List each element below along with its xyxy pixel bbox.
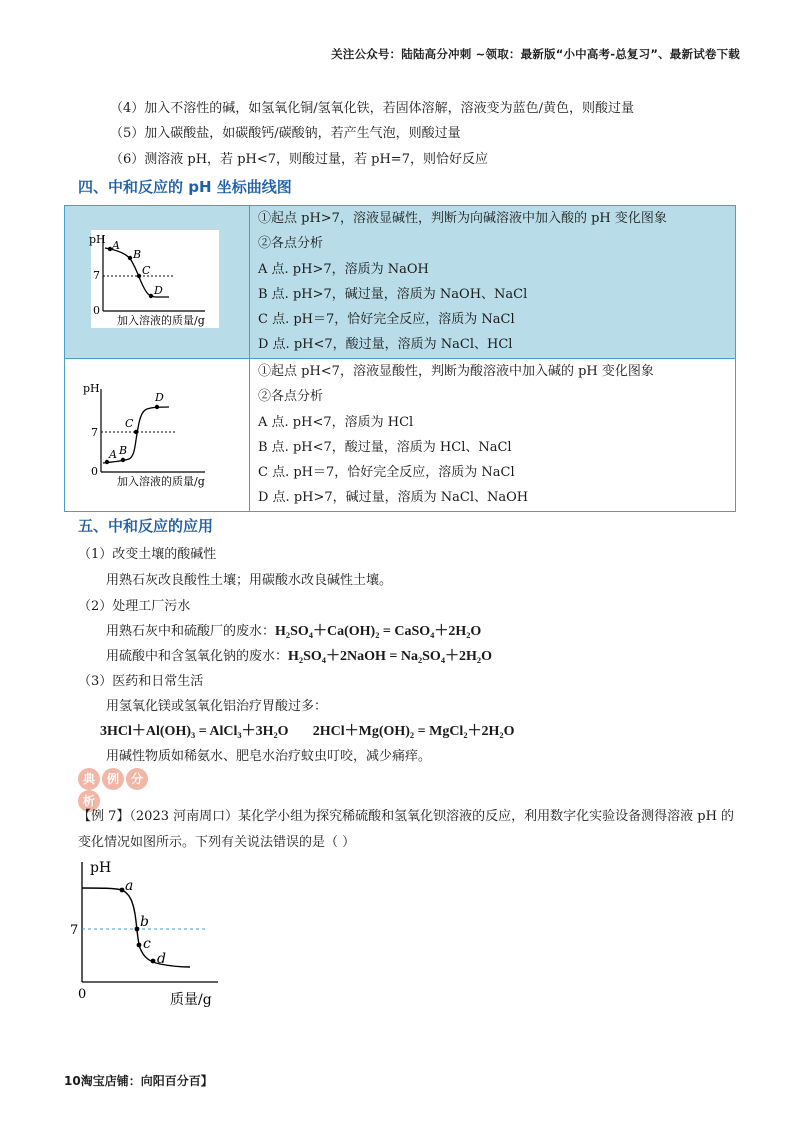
zero-tick: 0 bbox=[78, 987, 87, 1002]
item1-text: 用熟石灰改良酸性土壤；用碳酸水改良碱性土壤。 bbox=[106, 573, 393, 588]
y-axis-label: pH bbox=[89, 233, 106, 246]
badge-char: 分 bbox=[126, 768, 148, 790]
section4-title: 四、中和反应的 pH 坐标曲线图 bbox=[78, 178, 292, 196]
analysis-cell bbox=[250, 206, 736, 359]
section5-title: 五、中和反应的应用 bbox=[78, 517, 214, 535]
equation: H₂SO₄＋2NaOH = Na₂SO₄＋2H₂O bbox=[288, 649, 492, 664]
page-header: 关注公众号：陆陆高分冲刺 ~领取：最新版“小中高考-总复习”、最新试卷下载 bbox=[331, 47, 740, 61]
item2-line1 bbox=[106, 620, 481, 640]
item3-title: （3）医药和日常生活 bbox=[78, 674, 204, 689]
point-d bbox=[151, 959, 156, 964]
analysis-line: ②各点分析 bbox=[258, 389, 324, 405]
badge-char: 例 bbox=[102, 768, 124, 790]
analysis-line: B 点. pH<7，酸过量，溶质为 HCl、NaCl bbox=[258, 439, 512, 455]
analysis-line: D 点. pH>7，碱过量，溶质为 NaCl、NaOH bbox=[258, 490, 529, 506]
label-d: D bbox=[155, 391, 164, 404]
example-question: 【例 7】（2023 河南周口）某化学小组为探究稀硫酸和氢氧化钡溶液的反应，利用数字化实验设备测得溶液 pH 的变化情况如图所示。下列有关说法错误的是（ ） bbox=[78, 809, 735, 850]
item1-title: （1）改变土壤的酸碱性 bbox=[78, 547, 217, 562]
label-a: A bbox=[109, 448, 117, 461]
analysis-cell bbox=[250, 359, 736, 512]
label-d: D bbox=[154, 284, 163, 297]
equation: 2HCl＋Mg(OH)₂ = MgCl₂＋2H₂O bbox=[312, 724, 515, 739]
analysis-line: C 点. pH＝7，恰好完全反应，溶质为 NaCl bbox=[258, 312, 515, 328]
label-b: B bbox=[119, 444, 128, 457]
acid-to-base-graph bbox=[65, 359, 249, 511]
badge-char: 析 bbox=[78, 790, 100, 812]
label-b: b bbox=[140, 914, 149, 930]
base-to-acid-graph bbox=[65, 206, 249, 358]
point-b bbox=[128, 256, 132, 260]
zero-tick: 0 bbox=[91, 465, 98, 478]
analysis-line: C 点. pH＝7，恰好完全反应，溶质为 NaCl bbox=[258, 465, 515, 481]
seven-tick: 7 bbox=[91, 426, 98, 439]
equation: H₂SO₄＋Ca(OH)₂ = CaSO₄＋2H₂O bbox=[275, 624, 482, 639]
analysis-line: ①起点 pH<7，溶液显酸性，判断为酸溶液中加入碱的 pH 变化图象 bbox=[258, 364, 654, 379]
method-5: （5）加入碳酸盐，如碳酸钙/碳酸钠，若产生气泡，则酸过量 bbox=[110, 126, 461, 141]
item2-title: （2）处理工厂污水 bbox=[78, 599, 191, 614]
label-b: B bbox=[133, 248, 142, 261]
seven-tick: 7 bbox=[70, 923, 79, 938]
analysis-line: ②各点分析 bbox=[258, 236, 324, 252]
point-c bbox=[137, 274, 141, 278]
point-d bbox=[149, 294, 153, 298]
analysis-line: ①起点 pH>7，溶液显碱性，判断为向碱溶液中加入酸的 pH 变化图象 bbox=[258, 211, 667, 226]
y-axis-label: pH bbox=[83, 382, 100, 395]
page-footer: 10淘宝店铺：向阳百分百】 bbox=[64, 1074, 213, 1088]
point-d bbox=[155, 405, 159, 409]
x-axis-label: 质量/g bbox=[170, 992, 212, 1008]
x-axis-label: 加入溶液的质量/g bbox=[117, 475, 205, 488]
item2-line2 bbox=[106, 645, 492, 665]
method-4: （4）加入不溶性的碱，如氢氧化铜/氢氧化铁，若固体溶解，溶液变为蓝色/黄色，则酸过量 bbox=[110, 101, 635, 116]
table-row bbox=[65, 359, 736, 512]
item3-equations bbox=[100, 720, 515, 740]
label-a: A bbox=[112, 239, 120, 252]
label-c: C bbox=[125, 417, 134, 430]
label-c: C bbox=[142, 264, 151, 277]
analysis-line: A 点. pH<7，溶质为 HCl bbox=[258, 414, 414, 430]
x-axis-label: 加入溶液的质量/g bbox=[117, 314, 205, 327]
y-axis-label: pH bbox=[90, 860, 112, 876]
item3-text2: 用碱性物质如稀氨水、肥皂水治疗蚊虫叮咬，减少痛痒。 bbox=[106, 749, 432, 764]
point-b bbox=[121, 458, 125, 462]
table-row bbox=[65, 206, 736, 359]
item3-text: 用氢氧化镁或氢氧化铝治疗胃酸过多： bbox=[106, 699, 328, 714]
example-graph bbox=[70, 852, 250, 1012]
label-c: c bbox=[143, 936, 151, 952]
analysis-line: B 点. pH>7，碱过量，溶质为 NaOH、NaCl bbox=[258, 286, 528, 302]
seven-tick: 7 bbox=[93, 269, 100, 282]
label-d: d bbox=[157, 951, 166, 967]
label-a: a bbox=[125, 878, 134, 894]
item2-line1-prefix: 用熟石灰中和硫酸厂的废水： bbox=[106, 624, 276, 639]
point-c bbox=[134, 430, 138, 434]
equation: 3HCl＋Al(OH)₃ = AlCl₃＋3H₂O bbox=[100, 724, 289, 739]
analysis-line: A 点. pH>7，溶质为 NaOH bbox=[258, 261, 429, 277]
badge-char: 典 bbox=[78, 768, 100, 790]
zero-tick: 0 bbox=[93, 304, 100, 317]
ph-curve-table bbox=[64, 205, 736, 512]
method-6: （6）测溶液 pH，若 pH<7，则酸过量，若 pH=7，则恰好反应 bbox=[110, 152, 488, 167]
graph-cell bbox=[65, 359, 250, 512]
example-badge bbox=[78, 768, 158, 808]
analysis-line: D 点. pH<7，酸过量，溶质为 NaCl、HCl bbox=[258, 337, 513, 353]
point-b bbox=[135, 927, 140, 932]
graph-cell bbox=[65, 206, 250, 359]
point-a bbox=[120, 888, 125, 893]
item2-line2-prefix: 用硫酸中和含氢氧化钠的废水： bbox=[106, 649, 289, 664]
point-c bbox=[137, 943, 142, 948]
